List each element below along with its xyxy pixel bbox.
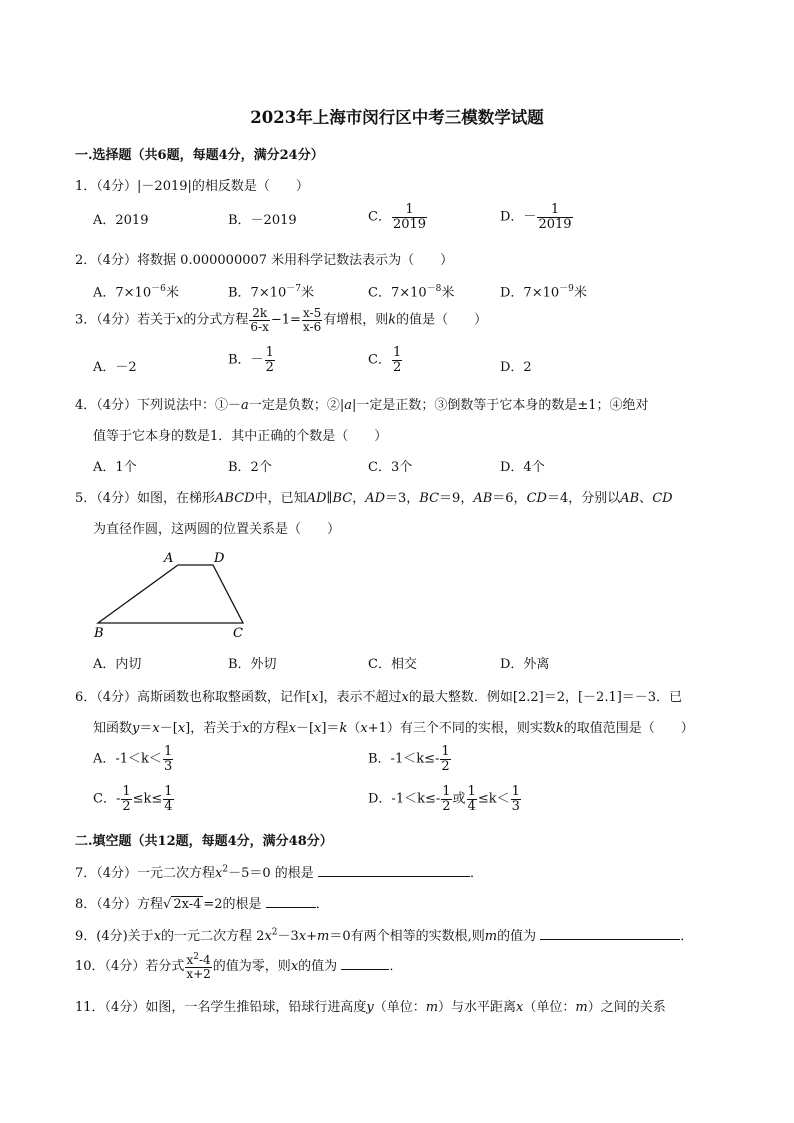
trapezoid-shape	[98, 565, 243, 623]
question-5-line-1: 5．（4分）如图，在梯形ABCD中，已知AD∥BC，AD＝3，BC＝9，AB＝6，CD＝4，分别以AB、CD	[75, 491, 673, 506]
option-b[interactable]: B．$7\times 10^{-7}$米	[228, 284, 315, 301]
option-b[interactable]: B．－ $\frac{1}{2}$	[228, 345, 274, 375]
option-a[interactable]: A．－2	[93, 360, 137, 375]
answer-blank[interactable]	[341, 956, 389, 970]
section-heading-choice: 一.选择题（共6题，每题4分，满分24分）	[75, 148, 324, 163]
answer-blank[interactable]	[318, 863, 470, 877]
question-2: 2．（4分）将数据 0.000000007 米用科学记数法表示为（ ）	[75, 253, 454, 268]
answer-blank[interactable]	[266, 894, 316, 908]
trapezoid-figure	[90, 548, 260, 640]
section-heading-fill: 二.填空题（共12题，每题4分，满分48分）	[75, 834, 333, 849]
question-10: 10．（4分）若分式 $\frac{x^2-4}{x+2}$ 的值为零，则x的值为 ．	[75, 952, 403, 981]
option-c[interactable]	[368, 203, 428, 231]
question-stem: |－2019|的相反数是（ ）	[137, 179, 309, 194]
fraction: $\frac{1}{2}$	[441, 744, 450, 774]
option-b[interactable]: B．－2019	[228, 213, 297, 228]
option-a[interactable]: A．内切	[93, 657, 142, 672]
option-b[interactable]: B．-1＜k≤- $\frac{1}{2}$	[368, 744, 450, 774]
fraction: $\frac{1}{2}$	[265, 345, 274, 375]
vertex-label-b: B	[94, 626, 104, 640]
page-title: 2023年上海市闵行区中考三模数学试题	[250, 108, 544, 127]
question-4-line-2: 值等于它本身的数是1．其中正确的个数是（ ）	[93, 429, 388, 444]
option-d[interactable]: D．2	[500, 360, 532, 375]
option-d[interactable]: D．外离	[500, 657, 550, 672]
option-a[interactable]: A．2019	[93, 213, 149, 228]
question-8: 8．（4分）方程√ 2x-4 =2的根是 ．	[75, 893, 329, 912]
option-c[interactable]: C．$7\times 10^{-8}$米	[368, 284, 455, 301]
option-b[interactable]: B．2个	[228, 460, 272, 475]
option-d[interactable]: D．-1＜k≤- $\frac{1}{2}$ 或 $\frac{1}{4}$ ≤k＜ $\frac{1}{3}$	[368, 784, 520, 814]
option-d[interactable]: D．$7\times 10^{-9}$米	[500, 284, 587, 301]
fraction: $\frac{1}{2}$	[392, 345, 402, 375]
fraction: $\frac{1}{4}$	[164, 784, 173, 814]
option-prefix: C．	[368, 209, 391, 225]
fraction: $\frac{1}{2}$	[122, 784, 131, 814]
question-6-line-2: 知函数y＝x－[x]，若关于x的方程x－[x]＝k（x+1）有三个不同的实根，则实数k的取值范围是（ ）	[93, 721, 694, 736]
fraction: $\frac{1}{4}$	[467, 784, 476, 814]
option-prefix: D．－	[500, 209, 537, 225]
option-a[interactable]: A．$7\times 10^{-6}$米	[93, 284, 179, 301]
fraction: $\frac{2k}{6-x}$	[250, 306, 269, 334]
question-6-line-1: 6．（4分）高斯函数也称取整函数，记作[x]，表示不超过x的最大整数．例如[2.2]＝2，[－2.1]＝－3．已	[75, 690, 683, 705]
question-11: 11．（4分）如图，一名学生推铅球，铅球行进高度y（单位：m）与水平距离x（单位：m）之间的关系	[75, 1000, 666, 1015]
option-d[interactable]: D．4个	[500, 460, 545, 475]
fraction: $\frac{1}{3}$	[511, 784, 520, 814]
option-c[interactable]: C．3个	[368, 460, 413, 475]
question-1	[75, 175, 309, 194]
fraction: $\frac{1}{2019}$	[392, 202, 427, 232]
fraction: $\frac{x^2-4}{x+2}$	[186, 952, 211, 981]
question-7: 7．（4分）一元二次方程$x^2-5=0$ 的根是 ．	[75, 864, 483, 881]
option-c[interactable]: C． $\frac{1}{2}$	[368, 345, 402, 375]
question-4-line-1: 4．（4分）下列说法中：①－a一定是负数；②|a|一定是正数；③倒数等于它本身的数是±1；④绝对	[75, 398, 649, 413]
vertex-label-d: D	[214, 551, 225, 566]
option-a[interactable]: A．1个	[93, 460, 137, 475]
fraction: $\frac{x-5}{x-6}$	[302, 306, 322, 334]
option-c[interactable]: C．相交	[368, 657, 417, 672]
option-c[interactable]: C．- $\frac{1}{2}$ ≤k≤ $\frac{1}{4}$	[93, 784, 173, 814]
answer-blank[interactable]	[540, 926, 680, 940]
option-b[interactable]: B．外切	[228, 657, 277, 672]
question-number: 1．（4分）	[75, 179, 138, 194]
vertex-label-c: C	[233, 626, 243, 640]
sqrt-sign: √	[163, 897, 172, 912]
fraction: $\frac{1}{2}$	[442, 784, 451, 814]
fraction: $\frac{1}{3}$	[163, 744, 173, 774]
question-3: 3．（4分）若关于x的分式方程 $\frac{2k}{6-x}$ −1= $\frac{x-5}{x-6}$ 有增根，则k的值是（ ）	[75, 306, 488, 334]
vertex-label-a: A	[164, 551, 174, 566]
option-d[interactable]	[500, 203, 574, 231]
question-5-line-2: 为直径作圆，这两圆的位置关系是（ ）	[93, 522, 341, 537]
option-a[interactable]: A．-1＜k＜ $\frac{1}{3}$	[93, 744, 173, 774]
question-9: 9．(4分)关于x的一元二次方程 $2x^2-3x+m=0$有两个相等的实数根,则m的值为 ．	[75, 927, 694, 944]
fraction: $\frac{1}{2019}$	[538, 202, 572, 232]
